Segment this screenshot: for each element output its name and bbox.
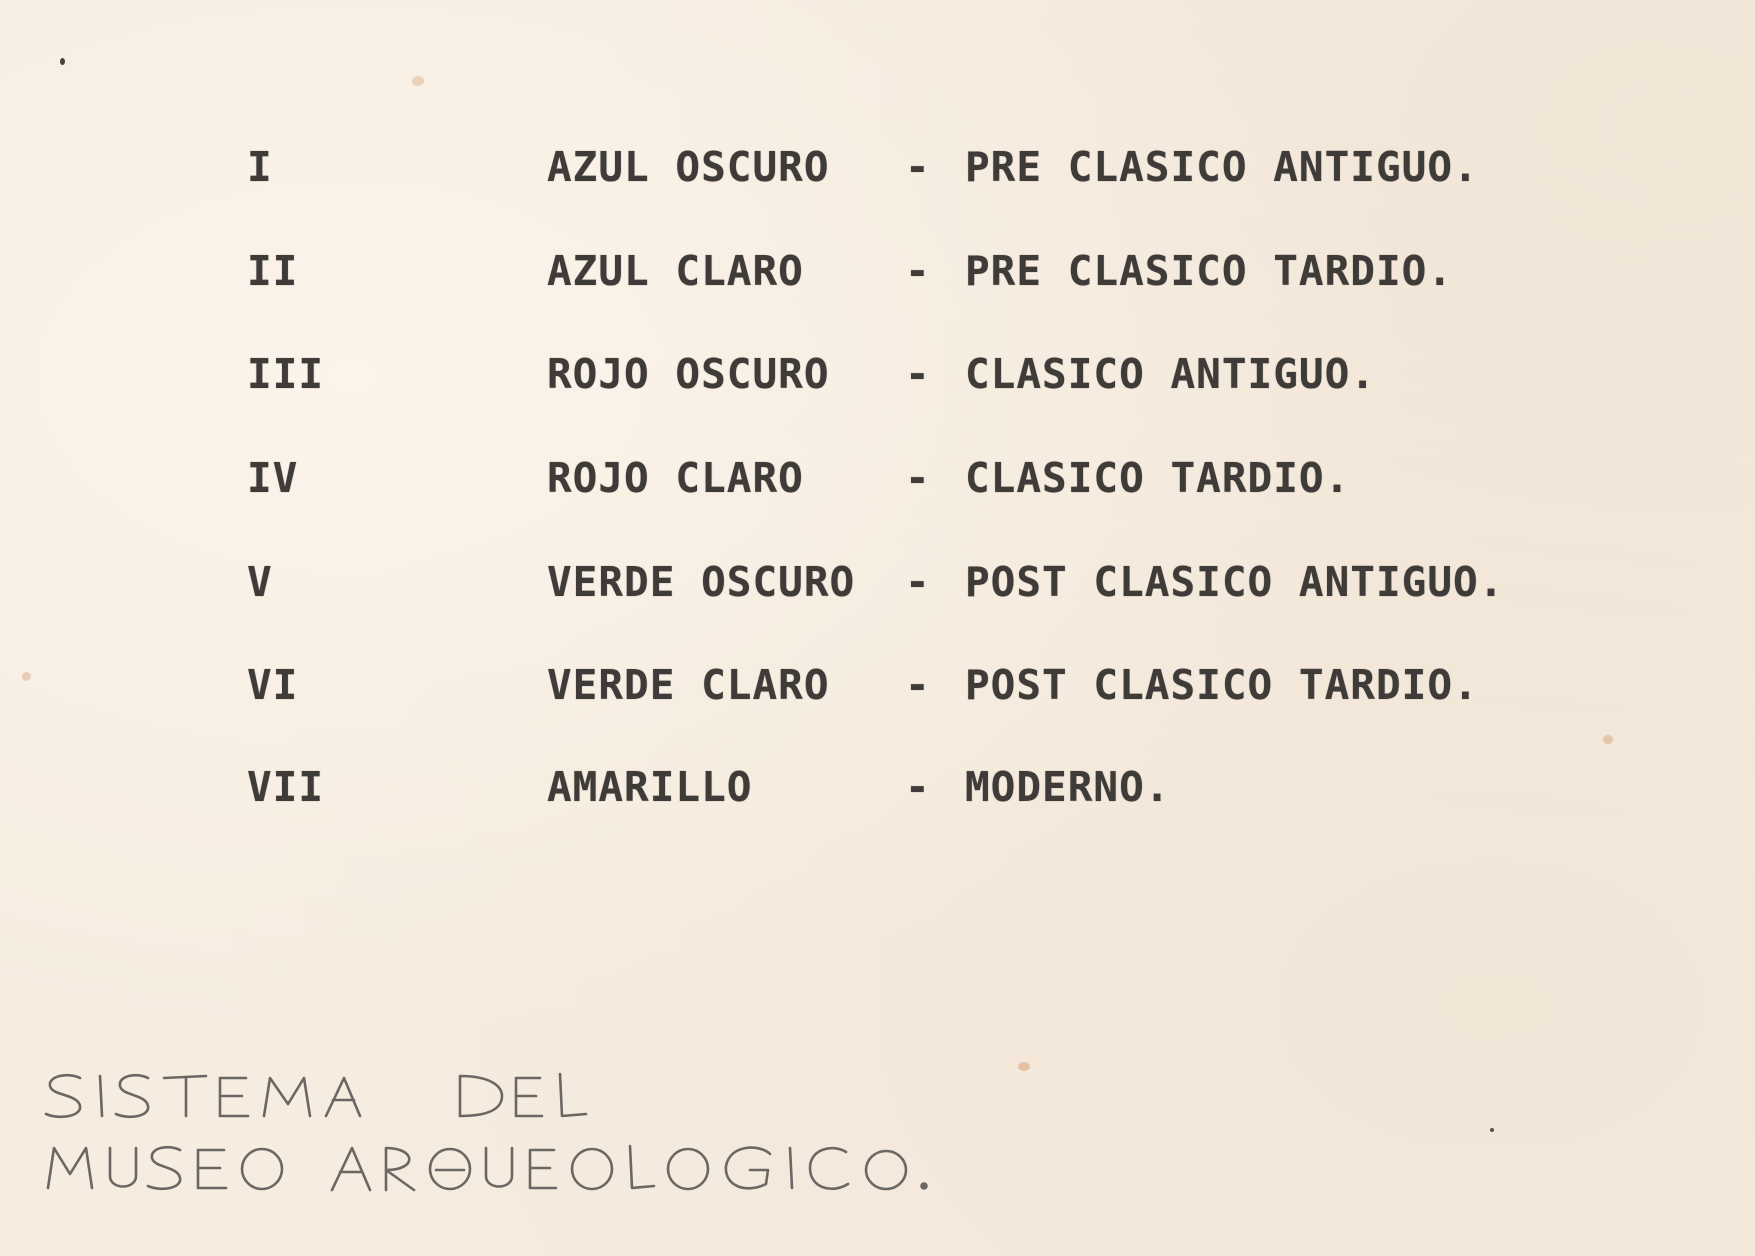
handwriting-line-2 xyxy=(48,1146,927,1190)
row-dash: - xyxy=(905,350,931,398)
row-period: POST CLASICO ANTIGUO. xyxy=(965,558,1505,606)
row-numeral: VII xyxy=(247,763,325,811)
row-numeral: III xyxy=(247,350,325,398)
row-period: PRE CLASICO ANTIGUO. xyxy=(965,143,1479,191)
row-numeral: II xyxy=(247,247,299,295)
row-period: CLASICO TARDIO. xyxy=(965,454,1351,502)
row-period: POST CLASICO TARDIO. xyxy=(965,661,1479,709)
row-dash: - xyxy=(905,247,931,295)
paper-speck xyxy=(1490,1128,1494,1132)
row-dash: - xyxy=(905,454,931,502)
row-period: PRE CLASICO TARDIO. xyxy=(965,247,1453,295)
row-dash: - xyxy=(905,763,931,811)
row-numeral: V xyxy=(247,558,273,606)
row-color: AMARILLO xyxy=(547,763,753,811)
row-period: CLASICO ANTIGUO. xyxy=(965,350,1376,398)
handwritten-note xyxy=(40,1070,1160,1250)
handwriting-line-1 xyxy=(46,1074,586,1117)
legend-row xyxy=(0,137,1755,197)
row-period: MODERNO. xyxy=(965,763,1171,811)
row-color: AZUL CLARO xyxy=(547,247,804,295)
row-dash: - xyxy=(905,143,931,191)
row-dash: - xyxy=(905,558,931,606)
legend-row xyxy=(0,552,1755,612)
legend-row xyxy=(0,448,1755,508)
row-numeral: I xyxy=(247,143,273,191)
row-dash: - xyxy=(905,661,931,709)
row-color: VERDE OSCURO xyxy=(547,558,856,606)
legend-row xyxy=(0,655,1755,715)
row-numeral: VI xyxy=(247,661,299,709)
row-color: ROJO OSCURO xyxy=(547,350,830,398)
row-numeral: IV xyxy=(247,454,299,502)
legend-row xyxy=(0,344,1755,404)
row-color: ROJO CLARO xyxy=(547,454,804,502)
row-color: AZUL OSCURO xyxy=(547,143,830,191)
legend-row xyxy=(0,241,1755,301)
legend-row xyxy=(0,757,1755,817)
row-color: VERDE CLARO xyxy=(547,661,830,709)
